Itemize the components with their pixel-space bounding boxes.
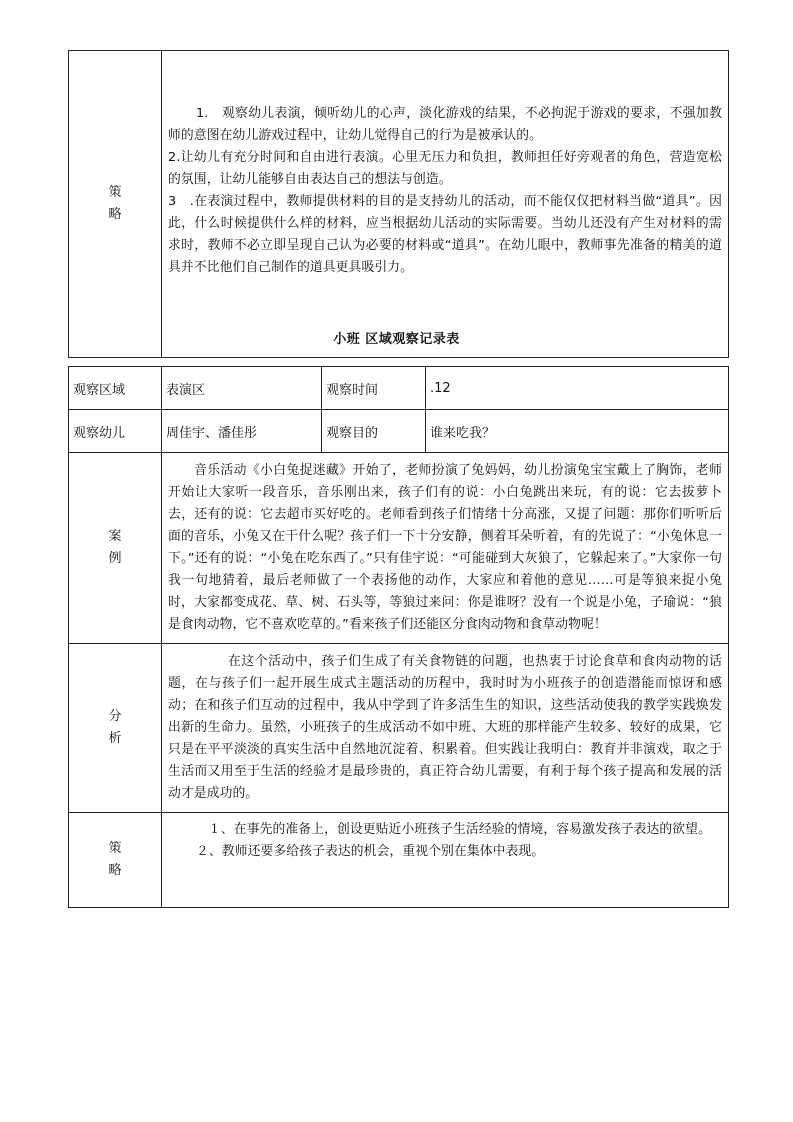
case-row	[69, 453, 729, 644]
strategy-table-top	[68, 50, 729, 358]
observation-record-table	[68, 366, 729, 908]
child-value: 周佳宇、潘佳彤	[162, 410, 322, 453]
strategy-row	[69, 813, 729, 908]
case-label-cell	[69, 453, 162, 644]
strategy-label-char-1: 策	[108, 185, 122, 200]
strategy-item-1: １、在事先的准备上，创设更贴近小班孩子生活经验的情境，容易激发孩子表达的欲望。	[208, 822, 711, 837]
area-label: 观察区域	[69, 367, 162, 410]
case-text: 音乐活动《小白兔捉迷藏》开始了，老师扮演了兔妈妈，幼儿扮演兔宝宝戴上了胸饰，老师开始让大家听一段音乐，音乐刚出来，孩子们有的说：小白兔跳出来玩，有的说：它去拔萝卜去，还有的说：它去超市买好吃的。老师看到孩子们情绪十分高涨，又提了问题：那你们听听后面的音乐，小兔又在干什么呢？孩子们一下十分安静，侧着耳朵听着，有的先说了：“小兔休息一下。”还有的说：“小兔在吃东西了。”只有佳宇说：“可能碰到大灰狼了，它躲起来了。”大家你一句我一句地猜着，最后老师做了一个表扬他的动作，大家应和着他的意见……可是等狼来捉小兔时，大家都变成花、草、树、石头等，等狼过来问：你是谁呀？没有一个说是小兔，子瑜说：“狼是食肉动物，它不喜欢吃草的。”看来孩子们还能区分食肉动物和食草动物呢！	[168, 463, 722, 632]
strategy-label-cell	[69, 51, 162, 358]
time-label: 观察时间	[322, 367, 426, 410]
strategy-label-cell-main	[69, 813, 162, 908]
analysis-row	[69, 644, 729, 813]
case-label-char-1: 案	[108, 529, 122, 544]
strategy-label-char-main-1: 策	[108, 841, 122, 856]
analysis-label-char-1: 分	[108, 709, 122, 724]
strategy-content-cell	[162, 51, 729, 358]
area-value: 表演区	[162, 367, 322, 410]
time-value: .12	[426, 367, 729, 410]
strategy-paragraph-1: 1. 观察幼儿表演，倾听幼儿的心声，淡化游戏的结果，不必拘泥于游戏的要求，不强加教师的意图在幼儿游戏过程中，让幼儿觉得自己的行为是被承认的。	[168, 106, 722, 143]
analysis-label-char-2: 析	[108, 731, 122, 746]
purpose-value: 谁来吃我？	[426, 410, 729, 453]
analysis-label-cell	[69, 644, 162, 813]
form-title: 小班 区域观察记录表	[333, 332, 460, 347]
analysis-text: 在这个活动中，孩子们生成了有关食物链的问题，也热衷于讨论食草和食肉动物的话题，在与孩子们一起开展生成式主题活动的历程中，我时时为小班孩子的创造潜能而惊讶和感动；在和孩子们互动的过程中，我从中学到了许多活生生的知识，这些活动使我的教学实践焕发出新的生命力。虽然，小班孩子的生成活动不如中班、大班的那样能产生较多、较好的成果，它只是在平平淡淡的真实生活中自然地沉淀着、积累着。但实践让我明白：教育并非演戏，取之于生活而又用至于生活的经验才是最珍贵的，真正符合幼儿需要，有利于每个孩子提高和发展的活动才是成功的。	[168, 654, 722, 801]
analysis-content-cell	[162, 644, 729, 813]
purpose-label: 观察目的	[322, 410, 426, 453]
case-content-cell	[162, 453, 729, 644]
header-row-area	[69, 367, 729, 410]
case-label-char-2: 例	[108, 551, 122, 566]
header-row-child	[69, 410, 729, 453]
strategy-content-cell-main	[162, 813, 729, 908]
strategy-paragraph-2: 2.让幼儿有充分时间和自由进行表演。心里无压力和负担，教师担任好旁观者的角色，营造宽松的氛围，让幼儿能够自由表达自己的想法与创造。	[168, 150, 722, 187]
strategy-item-2: ２、教师还要多给孩子表达的机会，重视个别在集体中表现。	[196, 844, 545, 859]
child-label: 观察幼儿	[69, 410, 162, 453]
strategy-label-char-2: 略	[108, 207, 122, 222]
strategy-paragraph-3: 3 .在表演过程中，教师提供材料的目的是支持幼儿的活动，而不能仅仅把材料当做“道具”。因此，什么时候提供什么样的材料，应当根据幼儿活动的实际需要。当幼儿还没有产生对材料的需求时，教师不必立即呈现自己认为必要的材料或“道具”。在幼儿眼中，教师事先准备的精美的道具并不比他们自己制作的道具更具吸引力。	[168, 194, 722, 275]
strategy-label-char-main-2: 略	[108, 863, 122, 878]
